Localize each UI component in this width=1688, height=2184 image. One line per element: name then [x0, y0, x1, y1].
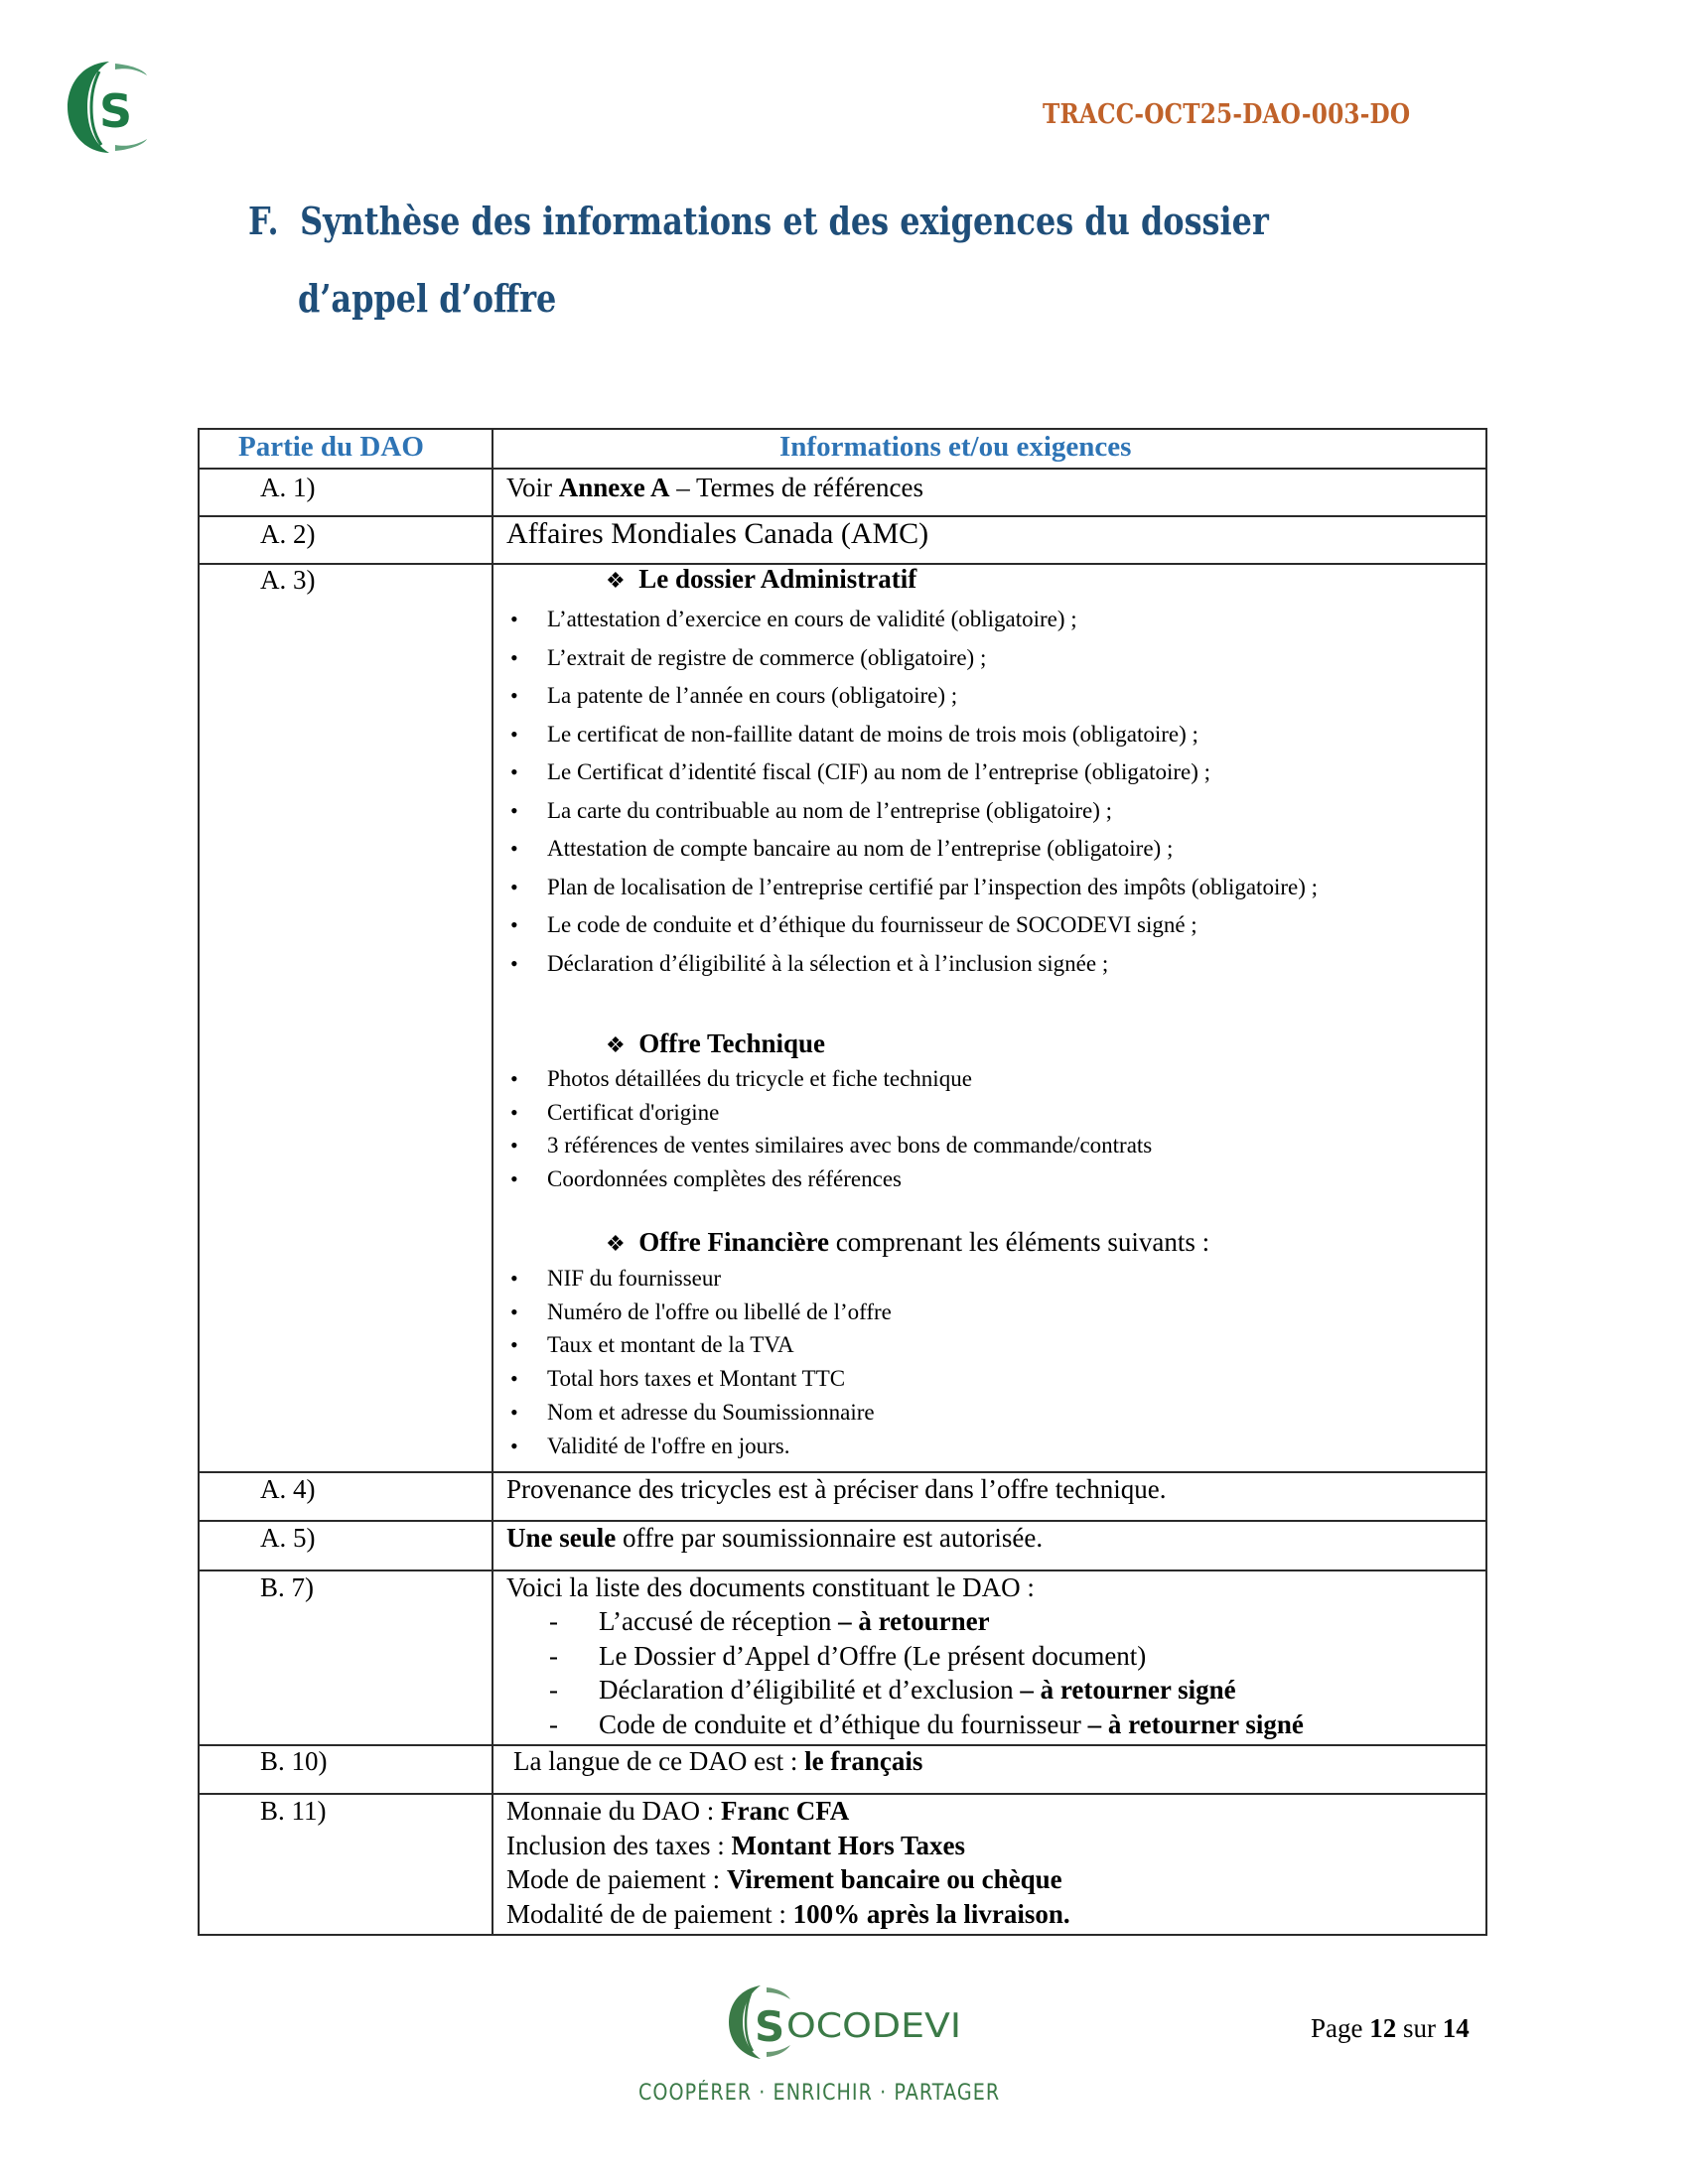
admin-heading-text: Le dossier Administratif	[638, 564, 917, 594]
row-b7-intro: Voici la liste des documents constituant le DAO :	[506, 1572, 1035, 1602]
bullet-icon: •	[510, 912, 518, 937]
payment-info-label: Monnaie du DAO :	[506, 1796, 721, 1826]
svg-text:S: S	[99, 84, 133, 138]
list-item: Attestation de compte bancaire au nom de l’entreprise (obligatoire) ;	[547, 836, 1174, 861]
bullet-icon: •	[510, 1332, 518, 1358]
list-item: Le certificat de non-faillite datant de moins de trois mois (obligatoire) ;	[547, 721, 1198, 747]
socodevi-s-logo-icon	[66, 58, 151, 157]
list-item: Certificat d'origine	[547, 1099, 720, 1125]
dash-icon: -	[549, 1709, 558, 1740]
row-label-a5: A. 5)	[260, 1523, 316, 1553]
bullet-icon: •	[510, 1298, 518, 1324]
list-item: Photos détaillées du tricycle et fiche technique	[547, 1066, 972, 1091]
dao-document-name: Déclaration d’éligibilité et d’exclusion	[599, 1675, 1021, 1706]
bullet-icon: •	[510, 836, 518, 861]
payment-info-line	[506, 1864, 1062, 1895]
bullet-icon: •	[510, 607, 518, 631]
tech-heading	[606, 1028, 825, 1059]
document-code: TRACC-OCT25-DAO-003-DO	[1043, 99, 1411, 130]
list-item: Le code de conduite et d’éthique du fournisseur de SOCODEVI signé ;	[547, 912, 1197, 937]
bullet-icon: •	[510, 1066, 518, 1091]
row-a5-bold: Une seule	[506, 1523, 617, 1553]
bullet-icon: •	[510, 644, 518, 670]
list-item: Nom et adresse du Soumissionnaire	[547, 1399, 875, 1425]
payment-info-value: Montant Hors Taxes	[731, 1830, 965, 1860]
row-a5-content	[506, 1523, 1043, 1554]
payment-info-label: Inclusion des taxes :	[506, 1830, 732, 1860]
list-item: Coordonnées complètes des références	[547, 1165, 902, 1191]
row-a4-content: Provenance des tricycles est à préciser dans l’offre technique.	[506, 1474, 1167, 1504]
diamond-bullet-icon: ❖	[606, 1231, 626, 1256]
bullet-icon: •	[510, 874, 518, 899]
bullet-icon: •	[510, 950, 518, 976]
footer-logo-text: OCODEVI	[786, 2006, 961, 2046]
section-letter: F.	[248, 199, 279, 243]
row-a1-text-end: – Termes de références	[669, 473, 924, 502]
list-item: La patente de l’année en cours (obligatoire) ;	[547, 683, 958, 708]
list-item: NIF du fournisseur	[547, 1266, 722, 1291]
page-current: 12	[1369, 2013, 1397, 2043]
list-item: Numéro de l'offre ou libellé de l’offre	[547, 1298, 892, 1324]
row-label-a1: A. 1)	[260, 473, 316, 502]
list-item: Validité de l'offre en jours.	[547, 1433, 790, 1458]
bullet-icon: •	[510, 683, 518, 708]
dash-icon: -	[549, 1606, 558, 1636]
payment-info-value: Virement bancaire ou chèque	[726, 1864, 1062, 1895]
payment-info-value: Franc CFA	[720, 1796, 850, 1826]
page-sep: sur	[1396, 2013, 1443, 2043]
row-a2-content: Affaires Mondiales Canada (AMC)	[506, 517, 929, 550]
row-b10-content	[513, 1746, 922, 1777]
page-total: 14	[1442, 2013, 1470, 2043]
list-item: La carte du contribuable au nom de l’entreprise (obligatoire) ;	[547, 797, 1113, 823]
section-title	[248, 199, 1269, 243]
payment-info-line	[506, 1899, 1070, 1930]
section-title-line2: d’appel d’offre	[298, 276, 557, 321]
list-item: Taux et montant de la TVA	[547, 1332, 794, 1358]
row-label-a3: A. 3)	[260, 565, 316, 595]
fin-heading	[606, 1227, 1209, 1258]
tech-heading-text: Offre Technique	[638, 1028, 826, 1058]
footer-logo-s: S	[755, 2002, 785, 2051]
admin-heading	[606, 564, 916, 595]
bullet-icon: •	[510, 1165, 518, 1191]
dao-document-name: Le Dossier d’Appel d’Offre (Le présent document)	[599, 1640, 1147, 1671]
list-item: Plan de localisation de l’entreprise certifié par l’inspection des impôts (obligatoire) ;	[547, 874, 1319, 899]
bullet-icon: •	[510, 1133, 518, 1159]
row-label-a4: A. 4)	[260, 1474, 316, 1504]
bullet-icon: •	[510, 721, 518, 747]
section-title-line1: Synthèse des informations et des exigences du dossier	[300, 199, 1269, 243]
dao-document-item	[599, 1709, 1304, 1740]
list-item: Total hors taxes et Montant TTC	[547, 1366, 846, 1392]
column-header-part: Partie du DAO	[238, 431, 424, 463]
annex-a-ref: Annexe A	[558, 473, 670, 502]
bullet-icon: •	[510, 1433, 518, 1458]
dao-document-action: – à retourner	[838, 1606, 990, 1636]
bullet-icon: •	[510, 1399, 518, 1425]
list-item: L’extrait de registre de commerce (obligatoire) ;	[547, 644, 987, 670]
list-item: Déclaration d’éligibilité à la sélection et à l’inclusion signée ;	[547, 950, 1109, 976]
dao-document-item	[599, 1606, 990, 1637]
row-label-b10: B. 10)	[260, 1746, 328, 1776]
bullet-icon: •	[510, 1266, 518, 1291]
list-item: L’attestation d’exercice en cours de validité (obligatoire) ;	[547, 607, 1077, 631]
row-b10-bold: le français	[804, 1746, 923, 1776]
row-a1-text: Voir	[506, 473, 559, 502]
row-label-b7: B. 7)	[260, 1572, 314, 1602]
bullet-icon: •	[510, 1366, 518, 1392]
row-a5-text: offre par soumissionnaire est autorisée.	[616, 1523, 1044, 1553]
diamond-bullet-icon: ❖	[606, 1032, 626, 1057]
payment-info-label: Modalité de de paiement :	[506, 1899, 793, 1930]
page-number	[1311, 2013, 1470, 2044]
socodevi-logo-icon	[727, 1983, 965, 2061]
dash-icon: -	[549, 1675, 558, 1706]
list-item: Le Certificat d’identité fiscal (CIF) au nom de l’entreprise (obligatoire) ;	[547, 759, 1211, 784]
dash-icon: -	[549, 1640, 558, 1671]
payment-info-line	[506, 1796, 849, 1827]
bullet-icon: •	[510, 1099, 518, 1125]
page-prefix: Page	[1311, 2013, 1370, 2043]
dao-document-action: – à retourner signé	[1087, 1709, 1304, 1740]
list-item: 3 références de ventes similaires avec bons de commande/contrats	[547, 1133, 1153, 1159]
fin-heading-rest: comprenant les éléments suivants :	[828, 1227, 1210, 1257]
diamond-bullet-icon: ❖	[606, 568, 626, 593]
dao-document-name: Code de conduite et d’éthique du fournisseur	[599, 1709, 1088, 1740]
row-label-b11: B. 11)	[260, 1796, 327, 1826]
fin-heading-bold: Offre Financière	[638, 1227, 829, 1257]
bullet-icon: •	[510, 797, 518, 823]
row-label-a2: A. 2)	[260, 519, 316, 549]
row-b10-text: La langue de ce DAO est :	[513, 1746, 805, 1776]
dao-document-item	[599, 1641, 1146, 1672]
payment-info-line	[506, 1831, 965, 1861]
payment-info-label: Mode de paiement :	[506, 1864, 727, 1895]
bullet-icon: •	[510, 759, 518, 784]
column-header-info: Informations et/ou exigences	[779, 431, 1132, 463]
payment-info-value: 100% après la livraison.	[792, 1899, 1070, 1930]
dao-document-item	[599, 1675, 1236, 1706]
dao-document-action: – à retourner signé	[1020, 1675, 1236, 1706]
row-a1-content	[506, 473, 923, 503]
dao-document-name: L’accusé de réception	[599, 1606, 839, 1636]
footer-tagline: COOPÉRER · ENRICHIR · PARTAGER	[638, 2081, 1001, 2106]
